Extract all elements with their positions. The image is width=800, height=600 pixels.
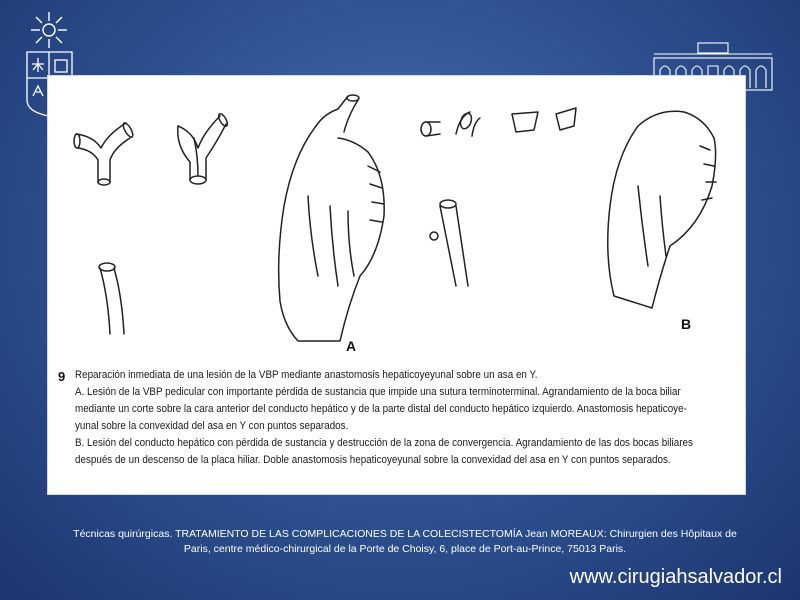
citation-line-1: Técnicas quirúrgicas. TRATAMIENTO DE LAS COMPLICACIONES DE LA COLECISTECTOMÍA Jean MOREAUX: Chirurgien des Hôpitaux de	[73, 528, 737, 540]
surgical-figure	[48, 76, 745, 494]
jejunal-loop-b-drawing	[608, 111, 716, 308]
opened-bile-duct-drawing	[178, 112, 229, 184]
figure-caption	[75, 367, 693, 469]
figure-number: 9	[58, 369, 66, 384]
caption-line: Reparación inmediata de una lesión de la VBP mediante anastomosis hepaticoyeyunal sobre un asa en Y.	[75, 369, 538, 381]
anastomosis-illustrations	[48, 76, 745, 361]
hepatic-duct-b-drawing	[430, 200, 468, 286]
jejunal-loop-a-drawing	[279, 95, 385, 341]
caption-line: mediante un corte sobre la cara anterior del conducto hepático y de la parte distal del conducto hepático izquierdo. Anastomosis hepaticoye-	[75, 403, 687, 415]
caption-line: B. Lesión del conducto hepático con pérdida de sustancia y destrucción de la zona de convergencia. Agrandamiento de las dos bocas biliares	[75, 437, 693, 449]
website-url: www.cirugiahsalvador.cl	[569, 566, 782, 588]
sun-rays-icon	[31, 12, 67, 48]
figure-label-b: B	[681, 316, 692, 332]
duct-fragments-drawing	[421, 108, 576, 136]
figure-label-a: A	[346, 338, 357, 354]
caption-line: A. Lesión de la VBP pedicular con importante pérdida de sustancia que impide una sutura terminoterminal. Agrandamiento de la boca biliar	[75, 386, 681, 398]
source-citation	[60, 527, 750, 557]
caption-line: yunal sobre la convexidad del asa en Y con puntos separados.	[75, 420, 349, 432]
citation-line-2: Paris, centre médico-chirurgical de la Porte de Choisy, 6, place de Port-au-Prince, 75013 Paris.	[183, 543, 627, 555]
distal-duct-drawing	[99, 263, 124, 334]
caption-line: después de un descenso de la placa hiliar. Doble anastomosis hepaticoyeyunal sobre la convexidad del asa en Y con puntos separados.	[75, 454, 671, 466]
bile-duct-bifurcation-drawing	[74, 122, 135, 185]
